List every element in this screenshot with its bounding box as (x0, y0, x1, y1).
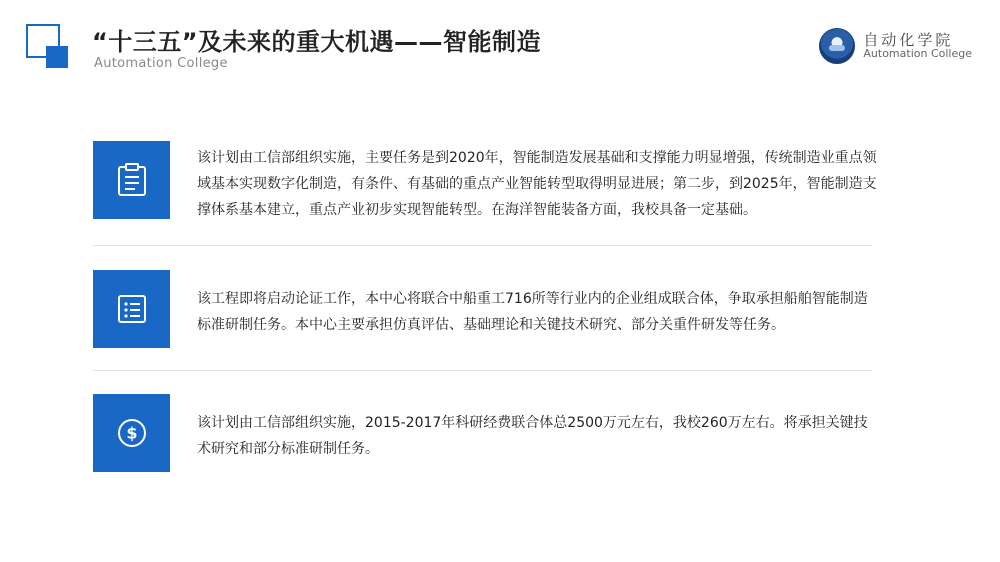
item-text: 该计划由工信部组织实施，主要任务是到2020年，智能制造发展基础和支撑能力明显增强，传统制造业重点领域基本实现数字化制造，有条件、有基础的重点产业智能转型取得明显进展；第二步，到2025年，智能制造支撑体系基本建立，重点产业初步实现智能转型。在海洋智能装备方面，我校具备一定基础。 (197, 150, 877, 218)
item-icon-box (93, 270, 170, 348)
college-branding (819, 28, 972, 64)
corner-logo-mark (26, 24, 70, 70)
item-text: 该计划由工信部组织实施，2015-2017年科研经费联合体总2500万元左右，我校260万左右。将承担关键技术研究和部分标准研制任务。 (197, 415, 868, 457)
clipboard-icon (117, 163, 147, 197)
item-icon-box (93, 394, 170, 472)
svg-text:$: $ (125, 423, 138, 443)
college-name-en: Automation College (863, 47, 972, 61)
list-icon (118, 295, 146, 323)
divider (93, 245, 872, 246)
college-name: 自动化学院 (863, 30, 954, 49)
divider (93, 370, 872, 371)
logo-filled-square (46, 46, 68, 68)
page-subtitle: Automation College (94, 56, 228, 71)
university-seal-icon (819, 28, 855, 64)
item-icon-box (93, 141, 170, 219)
item-text: 该工程即将启动论证工作，本中心将联合中船重工716所等行业内的企业组成联合体，争取承担船舶智能制造标准研制任务。本中心主要承担仿真评估、基础理论和关键技术研究、部分关重件研发等任务。 (197, 291, 868, 333)
dollar-icon (117, 418, 147, 448)
page-title: “十三五”及未来的重大机遇——智能制造 (92, 28, 542, 56)
